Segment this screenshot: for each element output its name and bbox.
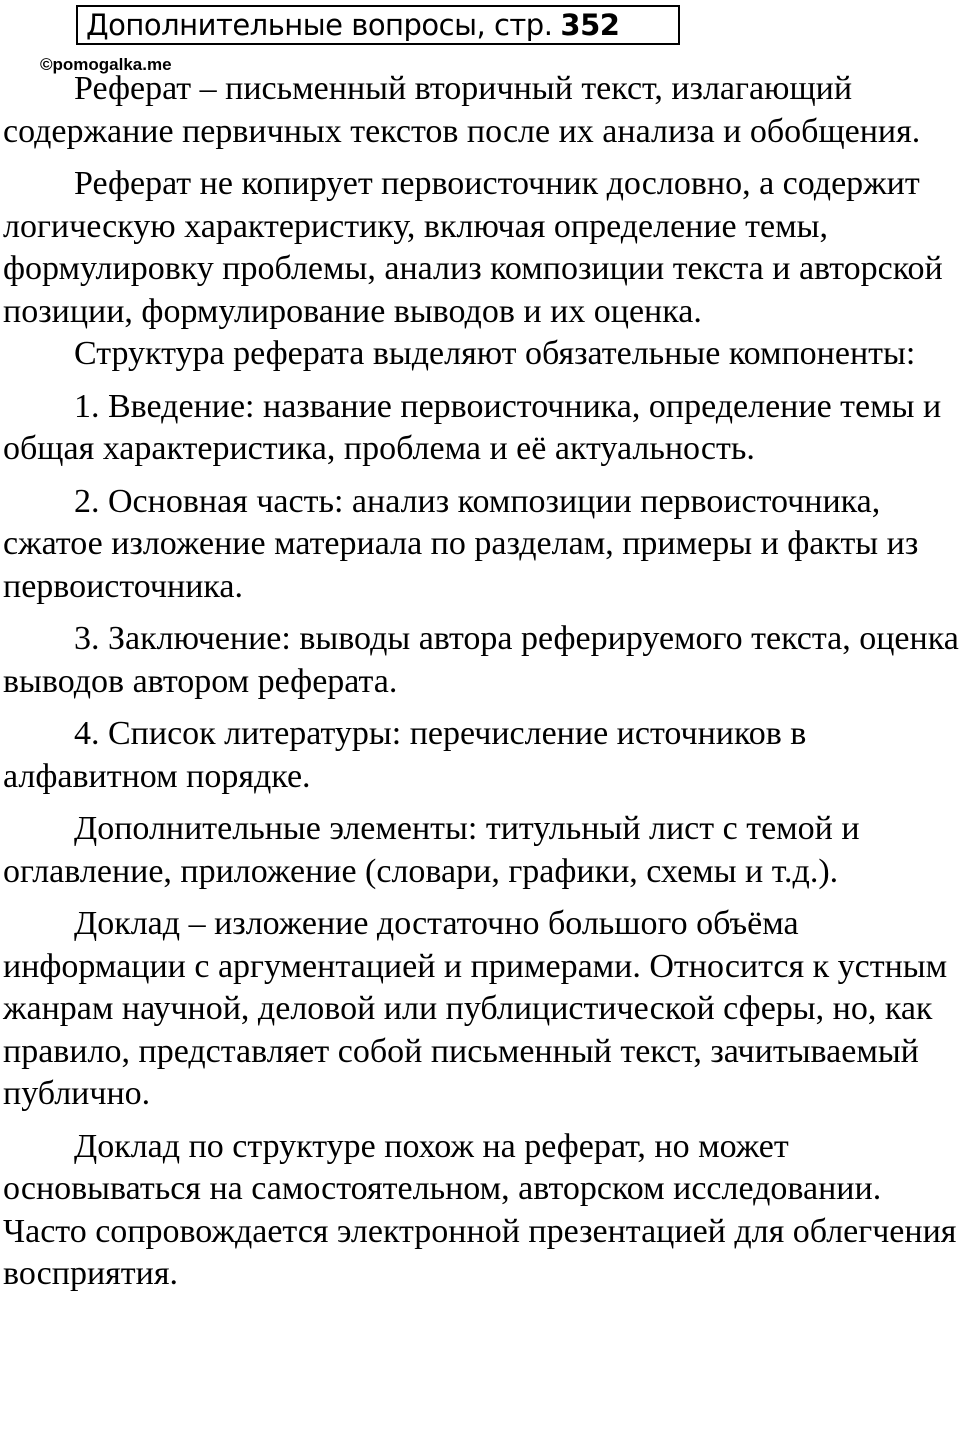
document-body <box>3 68 960 1296</box>
list-item: 4. Список литературы: перечисление источников в алфавитном порядке. <box>3 715 807 795</box>
paragraph: Доклад по структуре похож на реферат, но может основываться на самостоятельном, авторском исследовании. Часто сопровождается электронной презентацией для облегчения восприятия. <box>3 1127 957 1292</box>
list-item: 2. Основная часть: анализ композиции первоисточника, сжатое изложение материала по разделам, примеры и факты из первоисточника. <box>3 482 919 605</box>
watermark: ©pomogalka.me <box>40 55 172 74</box>
paragraph: Структура реферата выделяют обязательные компоненты: <box>74 335 916 372</box>
header-title: Дополнительные вопросы, стр. <box>86 8 553 42</box>
paragraph: Реферат – письменный вторичный текст, излагающий содержание первичных текстов после их анализа и обобщения. <box>3 70 921 150</box>
header-page-number: 352 <box>560 8 620 42</box>
list-item: 3. Заключение: выводы автора реферируемого текста, оценка выводов автором реферата. <box>3 620 959 700</box>
paragraph: Реферат не копирует первоисточник дословно, а содержит логическую характеристику, включая определение темы, формулировку проблемы, анализ композиции текста и авторской позиции, формулирование выводов и их оценка. <box>3 165 943 330</box>
paragraph: Доклад – изложение достаточно большого объёма информации с аргументацией и примерами. Относится к устным жанрам научной, деловой или публицистической сферы, но, как правило, представляет собой письменный текст, зачитываемый публично. <box>3 905 948 1112</box>
page-header <box>76 5 680 45</box>
paragraph: Дополнительные элементы: титульный лист с темой и оглавление, приложение (словари, графики, схемы и т.д.). <box>3 810 860 890</box>
list-item: 1. Введение: название первоисточника, определение темы и общая характеристика, проблема и её актуальность. <box>3 387 942 467</box>
